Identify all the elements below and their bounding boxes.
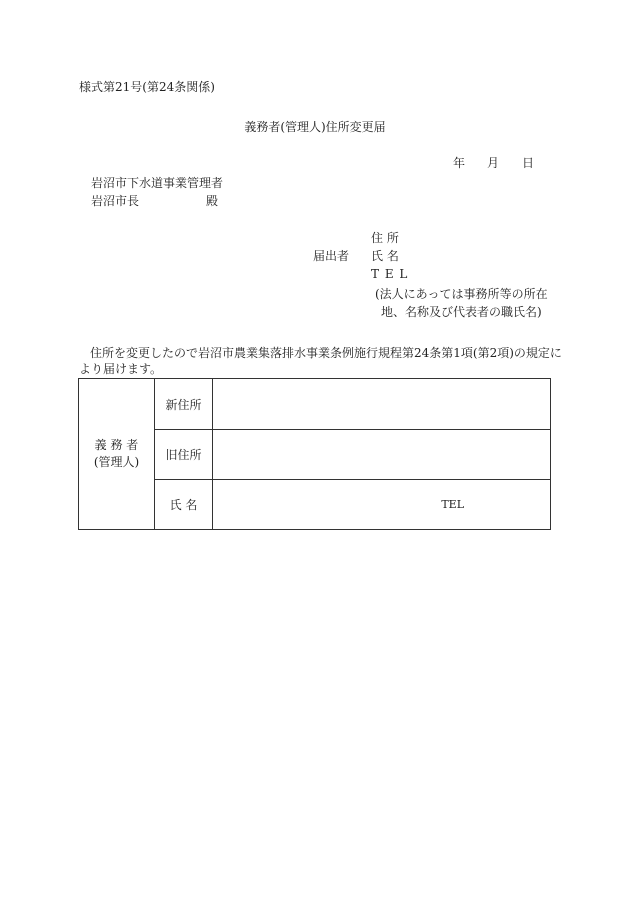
applicant-tel-label: T E L	[371, 267, 409, 281]
applicant-note-line2: 地、名称及び代表者の職氏名)	[381, 305, 542, 319]
obligor-header-line1: 義 務 者	[94, 438, 139, 452]
change-form-table	[78, 378, 551, 530]
addressee-line1: 岩沼市下水道事業管理者	[91, 176, 224, 190]
new-address-field[interactable]	[213, 379, 551, 430]
name-label	[155, 480, 213, 530]
body-text-line2: より届けます。	[79, 362, 163, 376]
form-number: 様式第21号(第24条関係)	[79, 80, 215, 94]
date-day-label: 日	[522, 156, 535, 170]
date-month-label: 月	[487, 156, 500, 170]
name-field[interactable]	[213, 480, 551, 530]
date-year-label: 年	[453, 156, 466, 170]
addressee-honorific: 殿	[206, 194, 219, 208]
tel-label: TEL	[441, 498, 464, 511]
addressee-line2: 岩沼市長	[91, 194, 140, 208]
document-title: 義務者(管理人)住所変更届	[244, 120, 386, 134]
applicant-label: 届出者	[313, 249, 350, 263]
name-label-text: 氏 名	[169, 498, 198, 512]
old-address-field[interactable]	[213, 430, 551, 480]
obligor-header-line2: (管理人)	[93, 455, 140, 469]
old-address-label: 旧住所	[155, 430, 213, 480]
new-address-label: 新住所	[155, 379, 213, 430]
obligor-header-cell	[79, 379, 155, 530]
applicant-address-label: 住 所	[371, 231, 399, 245]
body-text-line1: 住所を変更したので岩沼市農業集落排水事業条例施行規程第24条第1項(第2項)の規定に	[90, 346, 562, 360]
applicant-note-line1: (法人にあっては事務所等の所在	[375, 287, 548, 301]
applicant-name-label: 氏 名	[371, 249, 399, 263]
